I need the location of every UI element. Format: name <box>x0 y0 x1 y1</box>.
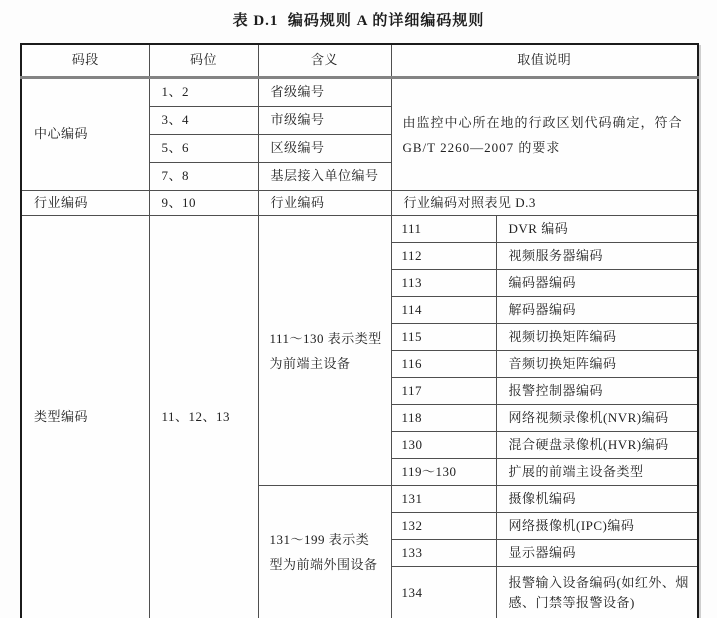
cell-industry-meaning: 行业编码 <box>258 191 391 216</box>
coding-rule-table <box>20 43 699 618</box>
cell-type-desc: 显示器编码 <box>496 540 698 567</box>
table-header-row <box>21 44 698 78</box>
cell-type-group2-meaning: 131～199 表示类型为前端外围设备 <box>258 486 391 618</box>
cell-type-code: 131 <box>391 486 496 513</box>
cell-type-code: 134 <box>391 567 496 618</box>
table-row <box>21 216 698 243</box>
cell-type-code: 133 <box>391 540 496 567</box>
cell-type-code: 117 <box>391 378 496 405</box>
cell-center-pos-2: 3、4 <box>149 107 258 135</box>
cell-type-desc: 编码器编码 <box>496 270 698 297</box>
cell-type-desc: 解码器编码 <box>496 297 698 324</box>
cell-type-desc: 网络视频录像机(NVR)编码 <box>496 405 698 432</box>
cell-type-code: 115 <box>391 324 496 351</box>
header-meaning: 含义 <box>258 44 391 78</box>
header-value-description: 取值说明 <box>391 44 698 78</box>
cell-type-desc: 视频切换矩阵编码 <box>496 324 698 351</box>
cell-type-desc: 摄像机编码 <box>496 486 698 513</box>
cell-type-desc: 扩展的前端主设备类型 <box>496 459 698 486</box>
cell-type-pos: 11、12、13 <box>149 216 258 618</box>
cell-type-code: 114 <box>391 297 496 324</box>
cell-type-code: 113 <box>391 270 496 297</box>
cell-type-desc: 报警输入设备编码(如红外、烟感、门禁等报警设备) <box>496 567 698 618</box>
cell-type-desc: 网络摄像机(IPC)编码 <box>496 513 698 540</box>
cell-type-segment: 类型编码 <box>21 216 149 618</box>
cell-type-code: 116 <box>391 351 496 378</box>
table-title: 表 D.1 编码规则 A 的详细编码规则 <box>232 13 485 29</box>
cell-industry-pos: 9、10 <box>149 191 258 216</box>
cell-center-value-desc: 由监控中心所在地的行政区划代码确定，符合 GB/T 2260—2007 的要求 <box>391 78 698 191</box>
header-code-segment: 码段 <box>21 44 149 78</box>
cell-industry-value-desc: 行业编码对照表见 D.3 <box>391 191 698 216</box>
cell-type-group1-meaning: 111～130 表示类型为前端主设备 <box>258 216 391 486</box>
cell-type-desc: 混合硬盘录像机(HVR)编码 <box>496 432 698 459</box>
cell-center-meaning-4: 基层接入单位编号 <box>258 163 391 191</box>
cell-type-code: 132 <box>391 513 496 540</box>
cell-type-desc: 报警控制器编码 <box>496 378 698 405</box>
cell-type-code: 119～130 <box>391 459 496 486</box>
cell-industry-segment: 行业编码 <box>21 191 149 216</box>
table-row <box>21 78 698 107</box>
table-row <box>21 191 698 216</box>
cell-center-pos-3: 5、6 <box>149 135 258 163</box>
cell-type-code: 111 <box>391 216 496 243</box>
cell-center-segment: 中心编码 <box>21 78 149 191</box>
cell-type-code: 130 <box>391 432 496 459</box>
cell-type-desc: 视频服务器编码 <box>496 243 698 270</box>
cell-center-pos-4: 7、8 <box>149 163 258 191</box>
cell-center-meaning-1: 省级编号 <box>258 78 391 107</box>
cell-type-desc: DVR 编码 <box>496 216 698 243</box>
cell-center-meaning-3: 区级编号 <box>258 135 391 163</box>
cell-center-meaning-2: 市级编号 <box>258 107 391 135</box>
header-code-position: 码位 <box>149 44 258 78</box>
cell-type-desc: 音频切换矩阵编码 <box>496 351 698 378</box>
cell-type-code: 112 <box>391 243 496 270</box>
cell-center-pos-1: 1、2 <box>149 78 258 107</box>
cell-type-code: 118 <box>391 405 496 432</box>
